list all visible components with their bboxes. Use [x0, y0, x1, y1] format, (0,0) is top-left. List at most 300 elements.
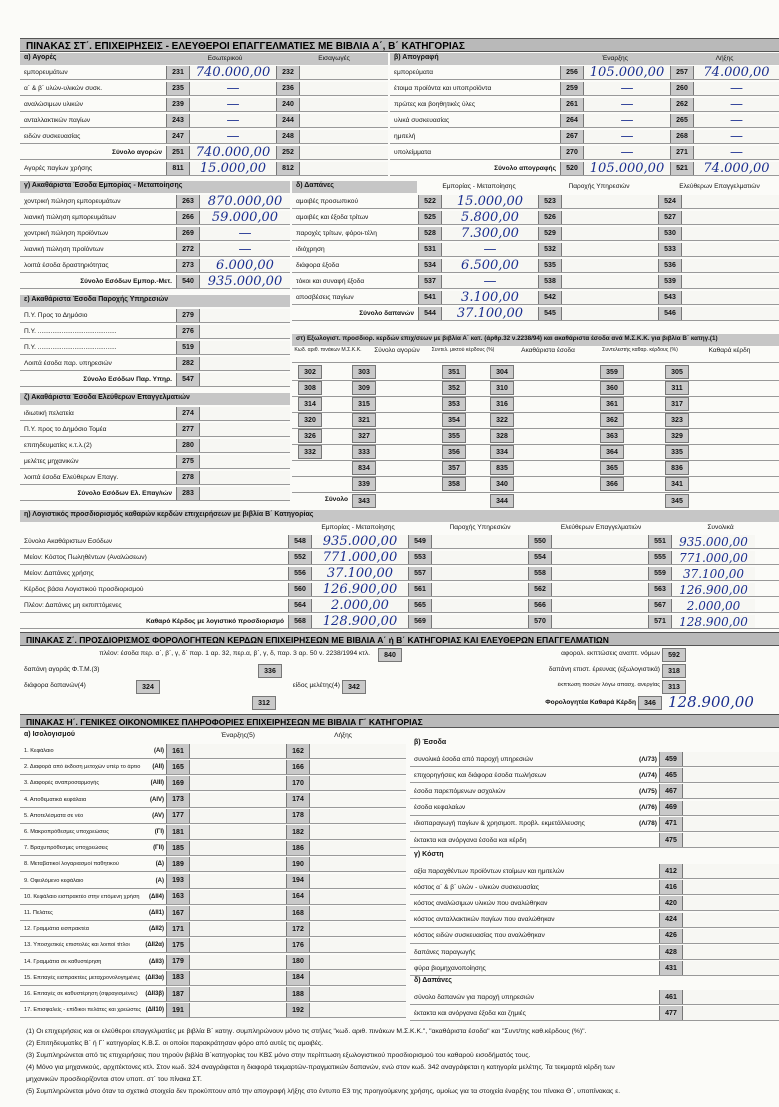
- akatharista-el-value[interactable]: [200, 407, 290, 420]
- h-a-value-start[interactable]: [190, 955, 286, 969]
- h-a-value-start[interactable]: [190, 874, 286, 888]
- dapanes-value-yp[interactable]: [562, 291, 658, 304]
- h-a-label: 13. Υποσχετικές επιστολές και λοιποί τίτλοι: [24, 942, 130, 949]
- akatharista-yp-row: [20, 357, 290, 371]
- h-a-value-end[interactable]: [310, 1003, 406, 1017]
- dapanes-title: δ) Δαπάνες: [292, 181, 417, 193]
- akatharista-emp-value[interactable]: 870.000,00: [200, 195, 290, 208]
- akatharista-el-value[interactable]: [200, 439, 290, 452]
- dapanes-col2: Παροχής Υπηρεσιών: [568, 183, 630, 190]
- h-a-value-start[interactable]: [190, 890, 286, 904]
- h-g-row: [410, 864, 779, 879]
- agores-code: 240: [276, 98, 300, 111]
- h-a-value-end[interactable]: [310, 922, 406, 936]
- dapanes-code: 528: [418, 227, 442, 240]
- akatharista-yp-code: 519: [176, 341, 200, 354]
- agores-row-label: αναλώσιμων υλικών: [24, 101, 83, 108]
- dapanes-value-emp[interactable]: 37.100,00: [442, 307, 538, 320]
- h-a-code: 183: [166, 971, 190, 985]
- h-a-value-start[interactable]: [190, 744, 286, 758]
- eta-value-emp[interactable]: 37.100,00: [312, 567, 408, 580]
- h-a-value-start[interactable]: [190, 809, 286, 823]
- eta-value-el[interactable]: [552, 599, 648, 612]
- h-a-value-end[interactable]: [310, 760, 406, 774]
- z-r2b-label: δαπάνη επιστ. έρευνας (εξωλογιστικά): [548, 666, 660, 673]
- h-a-value-start[interactable]: [190, 987, 286, 1001]
- akatharista-el-value[interactable]: [200, 471, 290, 484]
- h-a-tag: (ΔII4): [149, 893, 164, 900]
- eta-label: Καθαρό Κέρδος με λογιστικό προσδιορισμό: [145, 618, 284, 625]
- dapanes-value-yp[interactable]: [562, 243, 658, 256]
- h-a-value-end[interactable]: [310, 841, 406, 855]
- h-a-value-start[interactable]: [190, 825, 286, 839]
- st-code: 327: [352, 429, 376, 443]
- eta-value-el[interactable]: [552, 615, 648, 628]
- akatharista-el-code: 275: [176, 455, 200, 468]
- dapanes-label: ιδιόχρηση: [296, 246, 325, 253]
- akatharista-el-value[interactable]: [200, 487, 290, 500]
- z-r3m-label: είδος μελέτης(4): [292, 682, 340, 689]
- dapanes-value-el[interactable]: [682, 307, 779, 320]
- agores-row-label: ανταλλακτικών παγίων: [24, 117, 91, 124]
- akatharista-el-label: Π.Υ. προς το Δημόσιο Τομέα: [24, 426, 107, 433]
- apografi-code: 270: [560, 146, 584, 159]
- h-g-label: κόστος α΄ & β΄ υλών - υλικών συσκευασίας: [414, 883, 539, 891]
- agores-title: α) Αγορές: [20, 53, 388, 65]
- eta-value-el[interactable]: [552, 583, 648, 596]
- footnote: (2) Επιτηδευματίες Β΄ ή Γ΄ κατηγορίας Κ.Β.Σ. οι οποίοι παρακράτησαν φόρο από αυτές τις αμοιβές.: [26, 1040, 324, 1047]
- st-code: 317: [665, 397, 689, 411]
- h-b-code: 475: [659, 833, 683, 847]
- dapanes-code: 543: [658, 291, 682, 304]
- h-g-value[interactable]: [683, 864, 779, 878]
- st-code: 308: [298, 381, 322, 395]
- h-a-value-start[interactable]: [190, 906, 286, 920]
- h-b-row: [410, 784, 779, 799]
- akatharista-emp-value[interactable]: —: [200, 227, 290, 240]
- akatharista-emp-code: 263: [176, 195, 200, 208]
- eta-code: 558: [528, 567, 552, 580]
- akatharista-emp-value[interactable]: —: [200, 243, 290, 256]
- h-d-label: σύνολο δαπανών για παροχή υπηρεσιών: [414, 993, 534, 1001]
- dapanes-value-emp[interactable]: 6.500,00: [442, 259, 538, 272]
- dapanes-row: [292, 243, 779, 257]
- agores-value-eis[interactable]: [300, 162, 388, 175]
- agores-value-eswt[interactable]: —: [190, 114, 276, 127]
- apografi-value-start[interactable]: —: [584, 146, 670, 159]
- agores-row-label: α΄ & β΄ υλών-υλικών συσκ.: [24, 85, 103, 92]
- h-a-code: 161: [166, 744, 190, 758]
- st-code: 835: [490, 461, 514, 475]
- h-a-row: [20, 1003, 406, 1018]
- h-a-label: 17. Επισφαλείς - επίδικοι πελάτες και χρεώστες: [24, 1007, 142, 1014]
- h-a-code: 170: [286, 776, 310, 790]
- apografi-code: 265: [670, 114, 694, 127]
- dapanes-value-emp[interactable]: 15.000,00: [442, 195, 538, 208]
- dapanes-value-emp[interactable]: —: [442, 275, 538, 288]
- dapanes-label: αμοιβές προσωπικού: [296, 198, 359, 205]
- akatharista-el-row: [20, 471, 290, 485]
- agores-row-label: ειδών συσκευασίας: [24, 133, 81, 140]
- h-a-label: 5. Αποτελέσματα σε νέο: [24, 812, 84, 819]
- eta-label: Σύνολο Ακαθάριστων Εσόδων: [24, 538, 113, 545]
- h-a-row: [20, 906, 406, 921]
- agores-row: [20, 66, 388, 80]
- st-code: 333: [352, 445, 376, 459]
- agores-row-label: Σύνολο αγορών: [111, 149, 162, 156]
- dapanes-code: 532: [538, 243, 562, 256]
- h-a-value-start[interactable]: [190, 776, 286, 790]
- apografi-row: [390, 82, 779, 96]
- apografi-value-end[interactable]: —: [694, 146, 779, 159]
- h-a-code: 179: [166, 955, 190, 969]
- eta-row: [20, 599, 779, 613]
- eta-value-el[interactable]: [552, 535, 648, 548]
- agores-value-eis[interactable]: [300, 66, 388, 79]
- eta-value-total[interactable]: 771.000,00: [672, 551, 755, 564]
- st-code: 366: [600, 477, 624, 491]
- h-b-label: ιδιοπαραγωγή παγίων & χρησιμοπ. προβλ. εκμετάλλευσης: [414, 820, 585, 828]
- h-a-value-end[interactable]: [310, 825, 406, 839]
- akatharista-emp-value[interactable]: 935.000,00: [200, 275, 290, 288]
- footnote: μηχανικών προσδιορίζονται στον υποπ. στ΄ του πίνακα ΣΤ.: [26, 1076, 202, 1083]
- eta-code: 559: [648, 567, 672, 580]
- h-a-tag: (ΔII1): [149, 910, 164, 916]
- h-g-code: 431: [659, 961, 683, 975]
- eta-row: [20, 551, 779, 565]
- h-g-code: 424: [659, 913, 683, 927]
- dapanes-row: [292, 259, 779, 273]
- h-a-value-end[interactable]: [310, 776, 406, 790]
- st-code: 353: [442, 397, 466, 411]
- st-code: 328: [490, 429, 514, 443]
- akatharista-yp-value[interactable]: [200, 357, 290, 370]
- eta-value-emp[interactable]: 771.000,00: [312, 551, 408, 564]
- agores-value-eis[interactable]: [300, 130, 388, 143]
- eta-value-el[interactable]: [552, 567, 648, 580]
- eta-value-yp[interactable]: [432, 567, 528, 580]
- apografi-value-start[interactable]: —: [584, 98, 670, 111]
- h-a-value-start[interactable]: [190, 938, 286, 952]
- dapanes-code: 533: [658, 243, 682, 256]
- eta-value-total[interactable]: 128.900,00: [672, 615, 755, 628]
- eta-code: 560: [288, 583, 312, 596]
- apografi-value-start[interactable]: 105.000,00: [584, 66, 670, 79]
- eta-value-total[interactable]: 935.000,00: [672, 535, 755, 548]
- h-b-tag: (Λ/74): [639, 771, 657, 779]
- h-a-value-end[interactable]: [310, 955, 406, 969]
- st-code: 315: [352, 397, 376, 411]
- dapanes-value-yp[interactable]: [562, 275, 658, 288]
- z-r1-label: πλέον: έσοδα περ. α΄, β΄, γ, δ΄ παρ. 1 αρ. 32, περ.α, β΄, γ, δ, παρ. 3 αρ. 50 ν. 2238/1994 κτλ.: [99, 650, 370, 657]
- h-g-row: [410, 929, 779, 944]
- apografi-value-start[interactable]: 105.000,00: [584, 162, 670, 175]
- eta-value-total[interactable]: 2.000,00: [672, 599, 755, 612]
- eta-code: 564: [288, 599, 312, 612]
- h-a-value-end[interactable]: [310, 906, 406, 920]
- z-r3-label: διάφορα δαπανών(4): [24, 682, 86, 689]
- akatharista-yp-row: [20, 325, 290, 339]
- h-a-code: 167: [166, 906, 190, 920]
- apografi-code: 261: [560, 98, 584, 111]
- agores-value-eis[interactable]: [300, 146, 388, 159]
- h-a-value-end[interactable]: [310, 971, 406, 985]
- h-a-value-end[interactable]: [310, 890, 406, 904]
- eta-col3: Ελεύθερων Επαγγελματιών: [560, 524, 642, 531]
- eta-value-yp[interactable]: [432, 583, 528, 596]
- h-b-row: [410, 752, 779, 767]
- h-a-row: [20, 776, 406, 791]
- st-code: 357: [442, 461, 466, 475]
- dapanes-value-yp[interactable]: [562, 227, 658, 240]
- h-g-title: γ) Κόστη: [414, 851, 444, 858]
- agores-code: 247: [166, 130, 190, 143]
- akatharista-emp-label: λιανική πώληση εμπορευμάτων: [24, 214, 116, 221]
- h-b-code: 469: [659, 801, 683, 815]
- dapanes-value-el[interactable]: [682, 211, 779, 224]
- h-b-label: συνολικά έσοδα από παροχή υπηρεσιών: [414, 755, 533, 763]
- h-a-label: 8. Μεταβατικοί λογαριασμοί παθητικού: [24, 861, 119, 868]
- agores-value-eis[interactable]: [300, 98, 388, 111]
- h-a-value-start[interactable]: [190, 841, 286, 855]
- st-total-c2: 344: [490, 494, 514, 508]
- akatharista-emp-row: [20, 275, 290, 289]
- eta-label: Μείον: Κόστος Πωληθέντων (Αναλώσεων): [24, 554, 147, 561]
- agores-value-eswt[interactable]: 740.000,00: [190, 146, 276, 159]
- h-g-row: [410, 896, 779, 911]
- h-d-value[interactable]: [683, 990, 779, 1004]
- dapanes-value-el[interactable]: [682, 195, 779, 208]
- h-b-value[interactable]: [683, 817, 779, 831]
- akatharista-yp-value[interactable]: [200, 373, 290, 386]
- h-a-value-end[interactable]: [310, 744, 406, 758]
- eta-value-yp[interactable]: [432, 551, 528, 564]
- dapanes-value-yp[interactable]: [562, 211, 658, 224]
- h-b-value[interactable]: [683, 833, 779, 847]
- dapanes-code: 527: [658, 211, 682, 224]
- h-b-label: έσοδα παρεπόμενων ασχολιών: [414, 787, 506, 795]
- h-d-row: [410, 1006, 779, 1021]
- dapanes-value-yp[interactable]: [562, 259, 658, 272]
- h-d-value[interactable]: [683, 1006, 779, 1020]
- st-code: 834: [352, 461, 376, 475]
- h-a-value-end[interactable]: [310, 809, 406, 823]
- eta-value-emp[interactable]: 126.900,00: [312, 583, 408, 596]
- h-g-value[interactable]: [683, 896, 779, 910]
- h-a-value-end[interactable]: [310, 857, 406, 871]
- h-a-value-end[interactable]: [310, 874, 406, 888]
- z-r2-code: 336: [258, 664, 282, 678]
- eta-code: 571: [648, 615, 672, 628]
- akatharista-yp-value[interactable]: [200, 341, 290, 354]
- apografi-value-start[interactable]: —: [584, 82, 670, 95]
- h-a-row: [20, 987, 406, 1002]
- eta-value-emp[interactable]: 128.900,00: [312, 615, 408, 628]
- eta-value-emp[interactable]: 935.000,00: [312, 535, 408, 548]
- st-code: 836: [665, 461, 689, 475]
- h-a-value-end[interactable]: [310, 793, 406, 807]
- h-a-code: 191: [166, 1003, 190, 1017]
- akatharista-el-value[interactable]: [200, 423, 290, 436]
- dapanes-label: παροχές τρίτων, φόροι-τέλη: [296, 230, 377, 237]
- dapanes-code: 529: [538, 227, 562, 240]
- h-a-label: 6. Μακροπρόθεσμες υποχρεώσεις: [24, 829, 109, 835]
- dapanes-value-emp[interactable]: 7.300,00: [442, 227, 538, 240]
- apografi-value-end[interactable]: —: [694, 114, 779, 127]
- h-a-row: [20, 955, 406, 970]
- h-a-value-start[interactable]: [190, 1003, 286, 1017]
- akatharista-emp-label: χοντρική πώληση προϊόντων: [24, 230, 109, 237]
- h-a-code: 162: [286, 744, 310, 758]
- agores-value-eswt[interactable]: —: [190, 82, 276, 95]
- akatharista-yp-code: 547: [176, 373, 200, 386]
- st-code: 322: [490, 413, 514, 427]
- agores-value-eswt[interactable]: 740.000,00: [190, 66, 276, 79]
- dapanes-value-el[interactable]: [682, 291, 779, 304]
- h-b-value[interactable]: [683, 768, 779, 782]
- akatharista-yp-title: ε) Ακαθάριστα Έσοδα Παροχής Υπηρεσιών: [20, 295, 290, 307]
- h-g-value[interactable]: [683, 880, 779, 894]
- apografi-row-label: Σύνολο απογραφής: [494, 165, 556, 172]
- akatharista-yp-label: Π.Υ. ...........................................: [24, 328, 117, 335]
- dapanes-value-emp[interactable]: 3.100,00: [442, 291, 538, 304]
- apografi-code: 259: [560, 82, 584, 95]
- akatharista-yp-value[interactable]: [200, 309, 290, 322]
- agores-code: 231: [166, 66, 190, 79]
- akatharista-emp-value[interactable]: 59.000,00: [200, 211, 290, 224]
- dapanes-value-el[interactable]: [682, 259, 779, 272]
- eta-value-total[interactable]: 126.900,00: [672, 583, 755, 596]
- h-a-value-start[interactable]: [190, 793, 286, 807]
- akatharista-yp-code: 279: [176, 309, 200, 322]
- h-a-value-start[interactable]: [190, 971, 286, 985]
- st-code: 363: [600, 429, 624, 443]
- h-a-tag: (ΓI): [154, 829, 164, 835]
- eta-code: 548: [288, 535, 312, 548]
- h-a-label: 16. Επιταγές σε καθυστέρηση (σφραγισμένες): [24, 991, 138, 997]
- st-code: 356: [442, 445, 466, 459]
- st-code: 326: [298, 429, 322, 443]
- apografi-code: 271: [670, 146, 694, 159]
- akatharista-el-code: 280: [176, 439, 200, 452]
- eta-value-yp[interactable]: [432, 599, 528, 612]
- agores-value-eswt[interactable]: 15.000,00: [190, 162, 276, 175]
- dapanes-code: 522: [418, 195, 442, 208]
- h-g-label: φύρα βιομηχανοποίησης: [414, 964, 486, 972]
- akatharista-emp-value[interactable]: 6.000,00: [200, 259, 290, 272]
- st-code: 335: [665, 445, 689, 459]
- dapanes-value-emp[interactable]: —: [442, 243, 538, 256]
- eta-value-yp[interactable]: [432, 535, 528, 548]
- h-b-value[interactable]: [683, 784, 779, 798]
- h-g-value[interactable]: [683, 961, 779, 975]
- apografi-row-label: έτοιμα προϊόντα και υποπροϊόντα: [394, 85, 492, 92]
- eta-value-emp[interactable]: 2.000,00: [312, 599, 408, 612]
- apografi-value-end[interactable]: 74.000,00: [694, 162, 779, 175]
- eta-value-yp[interactable]: [432, 615, 528, 628]
- st-h6: Καθαρά κέρδη: [680, 347, 779, 363]
- h-a-value-start[interactable]: [190, 857, 286, 871]
- h-a-label: 4. Αποθεματικά κεφάλαια: [24, 796, 87, 803]
- eta-code: 568: [288, 615, 312, 628]
- h-a-value-start[interactable]: [190, 922, 286, 936]
- h-a-value-start[interactable]: [190, 760, 286, 774]
- h-d-title: δ) Δαπάνες: [414, 977, 452, 984]
- h-a-tag: (ΔII2): [149, 926, 164, 933]
- z-r4b-value[interactable]: 128.900,00: [668, 693, 754, 711]
- agores-value-eswt[interactable]: —: [190, 98, 276, 111]
- dapanes-value-emp[interactable]: 5.800,00: [442, 211, 538, 224]
- h-g-label: δαπάνες παραγωγής: [414, 948, 476, 956]
- st-code: 351: [442, 365, 466, 379]
- h-a-label: 2. Διαφορά από έκδοση μετοχών υπέρ το άρτιο: [24, 764, 141, 771]
- h-g-value[interactable]: [683, 929, 779, 943]
- dapanes-value-yp[interactable]: [562, 307, 658, 320]
- h-a-value-end[interactable]: [310, 938, 406, 952]
- h-a-code: 176: [286, 938, 310, 952]
- apografi-code: 521: [670, 162, 694, 175]
- h-g-label: κόστος ανταλλακτικών παγίων που αναλώθηκαν: [414, 916, 555, 924]
- h-a-code: 174: [286, 793, 310, 807]
- h-g-value[interactable]: [683, 945, 779, 959]
- apografi-value-end[interactable]: —: [694, 130, 779, 143]
- dapanes-value-el[interactable]: [682, 243, 779, 256]
- eta-value-total[interactable]: 37.100,00: [672, 567, 755, 580]
- agores-code: 232: [276, 66, 300, 79]
- h-a-code: 168: [286, 906, 310, 920]
- dapanes-code: 541: [418, 291, 442, 304]
- apografi-code: 256: [560, 66, 584, 79]
- st-code: 314: [298, 397, 322, 411]
- eta-value-el[interactable]: [552, 551, 648, 564]
- h-b-value[interactable]: [683, 801, 779, 815]
- dapanes-code: 538: [538, 275, 562, 288]
- h-a-value-end[interactable]: [310, 987, 406, 1001]
- agores-value-eis[interactable]: [300, 82, 388, 95]
- dapanes-value-el[interactable]: [682, 275, 779, 288]
- apografi-value-start[interactable]: —: [584, 114, 670, 127]
- agores-value-eis[interactable]: [300, 114, 388, 127]
- z-r2b-code: 318: [662, 664, 686, 678]
- h-g-value[interactable]: [683, 913, 779, 927]
- apografi-value-end[interactable]: 74.000,00: [694, 66, 779, 79]
- dapanes-code: 524: [658, 195, 682, 208]
- eta-code: 561: [408, 583, 432, 596]
- akatharista-emp-code: 266: [176, 211, 200, 224]
- h-a-label: 15. Επιταγές εισπρακτέες μεταχρονολογημένες: [24, 974, 141, 981]
- h-col-end: Λήξης: [334, 732, 352, 739]
- footnote: (5) Συμπληρώνεται μόνο όταν τα σχετικά στοιχεία δεν προκύπτουν από την απογραφή λήξης στο έντυπο Ε3 της προηγούμενης χρήσης, ομοίως για τα στοιχεία έναρξης του πίνακα Θ΄, υποπίνακας ε.: [26, 1088, 621, 1095]
- st-code: 361: [600, 397, 624, 411]
- eta-code: 557: [408, 567, 432, 580]
- dapanes-value-yp[interactable]: [562, 195, 658, 208]
- apografi-value-end[interactable]: —: [694, 82, 779, 95]
- h-a-row: [20, 744, 406, 759]
- st-code: 311: [665, 381, 689, 395]
- h-a-row: [20, 793, 406, 808]
- apografi-col-start: Έναρξης: [602, 55, 628, 62]
- agores-code: 239: [166, 98, 190, 111]
- akatharista-yp-value[interactable]: [200, 325, 290, 338]
- apografi-value-end[interactable]: —: [694, 98, 779, 111]
- apografi-value-start[interactable]: —: [584, 130, 670, 143]
- agores-value-eswt[interactable]: —: [190, 130, 276, 143]
- h-b-value[interactable]: [683, 752, 779, 766]
- dapanes-code: 545: [538, 307, 562, 320]
- akatharista-el-value[interactable]: [200, 455, 290, 468]
- dapanes-value-el[interactable]: [682, 227, 779, 240]
- eta-code: 563: [648, 583, 672, 596]
